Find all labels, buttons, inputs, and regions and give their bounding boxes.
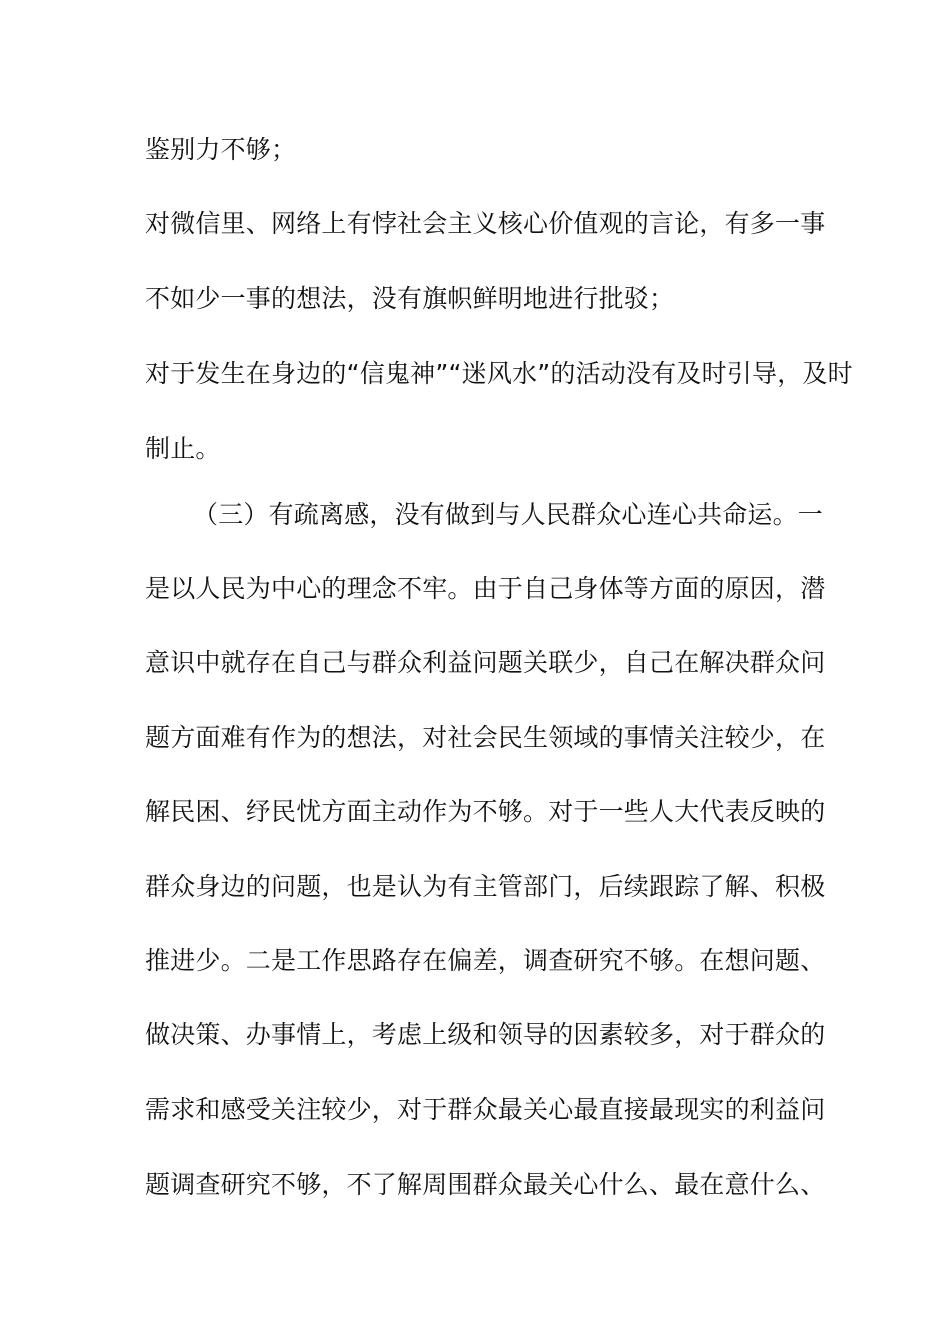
text-line: 群众身边的问题，也是认为有主管部门，后续跟踪了解、积极 [145, 872, 826, 901]
text-line: 是以人民为中心的理念不牢。由于自己身体等方面的原因，潜 [145, 574, 826, 603]
text-line: 题调查研究不够，不了解周围群众最关心什么、最在意什么、 [145, 1170, 826, 1199]
text-line: 不如少一事的想法，没有旗帜鲜明地进行批驳； [145, 284, 675, 313]
text-line: 做决策、办事情上，考虑上级和领导的因素较多，对于群众的 [145, 1020, 826, 1049]
text-line: 对于发生在身边的“信鬼神”“迷风水”的活动没有及时引导，及时 [145, 359, 853, 388]
section-heading-line: （三）有疏离感，没有做到与人民群众心连心共命运。一 [193, 500, 824, 529]
text-line: 制止。 [145, 434, 221, 463]
text-line: 推进少。二是工作思路存在偏差，调查研究不够。在想问题、 [145, 946, 826, 975]
text-line: 意识中就存在自己与群众利益问题关联少，自己在解决群众问 [145, 648, 826, 677]
text-line: 鉴别力不够； [145, 135, 297, 164]
text-line: 对微信里、网络上有悖社会主义核心价值观的言论，有多一事 [145, 209, 826, 238]
text-line: 解民困、纾民忧方面主动作为不够。对于一些人大代表反映的 [145, 797, 826, 826]
text-line: 题方面难有作为的想法，对社会民生领域的事情关注较少，在 [145, 723, 826, 752]
text-line: 需求和感受关注较少，对于群众最关心最直接最现实的利益问 [145, 1095, 826, 1124]
